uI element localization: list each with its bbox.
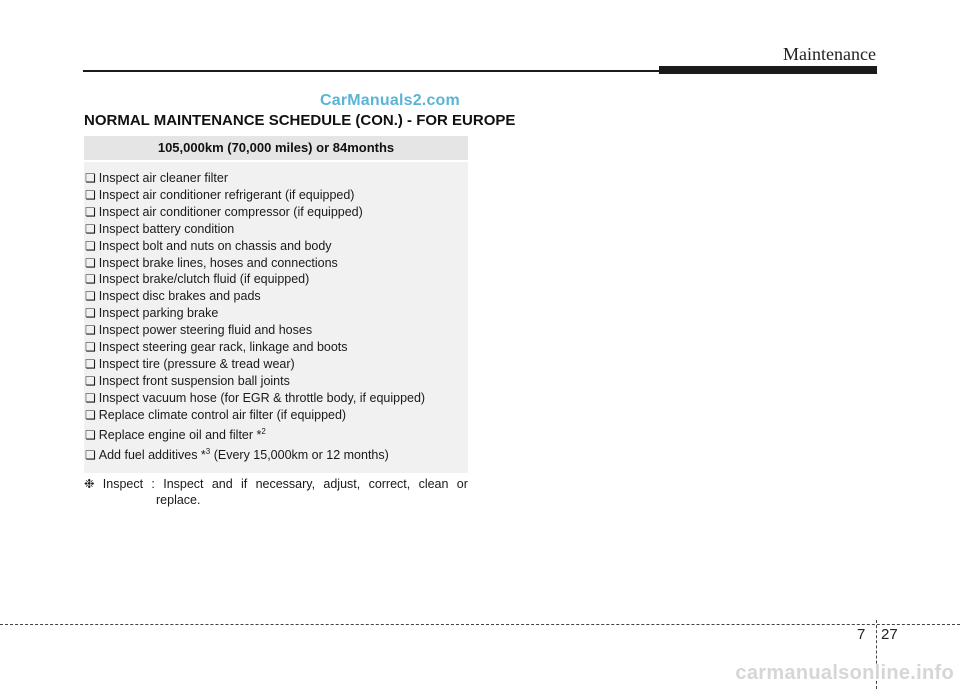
page-number: 27 <box>881 626 898 643</box>
checklist <box>84 162 468 473</box>
footnote-ref: 3 <box>205 446 211 456</box>
list-item: ❏ Inspect disc brakes and pads <box>85 289 261 304</box>
list-item: ❏ Inspect air conditioner refrigerant (if equipped) <box>85 187 355 202</box>
list-item: ❏ Inspect parking brake <box>85 306 219 321</box>
list-item: ❏ Inspect air cleaner filter <box>85 171 228 185</box>
chapter-number: 7 <box>857 626 866 643</box>
inspect-note <box>84 476 468 508</box>
note-symbol-icon: ❉ <box>84 477 95 491</box>
list-item: ❏ Inspect battery condition <box>85 221 235 236</box>
checkbox-icon: ❏ <box>85 289 96 304</box>
checkbox-icon: ❏ <box>85 187 96 202</box>
list-item-fuel-additives: ❏ Add fuel additives *$^3$ (Every 15,000km or 12 months) <box>85 446 389 462</box>
checkbox-icon: ❏ <box>85 447 96 462</box>
header-rule-thick <box>659 66 877 74</box>
checkbox-icon: ❏ <box>85 390 96 405</box>
list-item: ❏ Replace climate control air filter (if equipped) <box>85 407 347 422</box>
checkbox-icon: ❏ <box>85 407 96 422</box>
list-item-engine-oil: ❏ Replace engine oil and filter *$^2$ <box>85 426 266 442</box>
list-item: ❏ Inspect steering gear rack, linkage and boots <box>85 340 348 355</box>
schedule-box <box>84 136 468 473</box>
checkbox-icon: ❏ <box>85 238 96 253</box>
list-item: ❏ Inspect front suspension ball joints <box>85 373 290 388</box>
checkbox-icon: ❏ <box>85 373 96 388</box>
section-title: Maintenance <box>783 44 876 64</box>
page-heading: NORMAL MAINTENANCE SCHEDULE (CON.) - FOR EUROPE <box>84 112 516 129</box>
list-item: ❏ Inspect brake/clutch fluid (if equipped) <box>85 272 310 287</box>
list-item: ❏ Inspect power steering fluid and hoses <box>85 323 313 338</box>
checkbox-icon: ❏ <box>85 306 96 321</box>
list-item: ❏ Inspect tire (pressure & tread wear) <box>85 356 295 371</box>
footer-rule <box>0 624 960 625</box>
list-item: ❏ Inspect vacuum hose (for EGR & throttle body, if equipped) <box>85 390 426 405</box>
note-line: ❉ Inspect : Inspect and if necessary, adjust, correct, clean or <box>84 477 468 491</box>
checkbox-icon: ❏ <box>85 356 96 371</box>
checkbox-icon: ❏ <box>85 272 96 287</box>
watermark-bottom: carmanualsonline.info <box>735 662 954 684</box>
checkbox-icon: ❏ <box>85 204 96 219</box>
watermark-top: CarManuals2.com <box>320 92 460 109</box>
checkbox-icon: ❏ <box>85 221 96 236</box>
checkbox-icon: ❏ <box>85 323 96 338</box>
list-item: ❏ Inspect bolt and nuts on chassis and body <box>85 238 332 253</box>
footnote-ref: 2 <box>261 426 266 436</box>
list-item: ❏ Inspect brake lines, hoses and connections <box>85 255 338 270</box>
interval-header: 105,000km (70,000 miles) or 84months <box>84 136 468 160</box>
checkbox-icon: ❏ <box>85 255 96 270</box>
list-item: ❏ Inspect air conditioner compressor (if equipped) <box>85 204 363 219</box>
note-continuation: replace. <box>156 493 201 507</box>
checkbox-icon: ❏ <box>85 171 96 185</box>
checkbox-icon: ❏ <box>85 427 96 442</box>
checkbox-icon: ❏ <box>85 340 96 355</box>
header-rule-thin <box>83 70 659 72</box>
